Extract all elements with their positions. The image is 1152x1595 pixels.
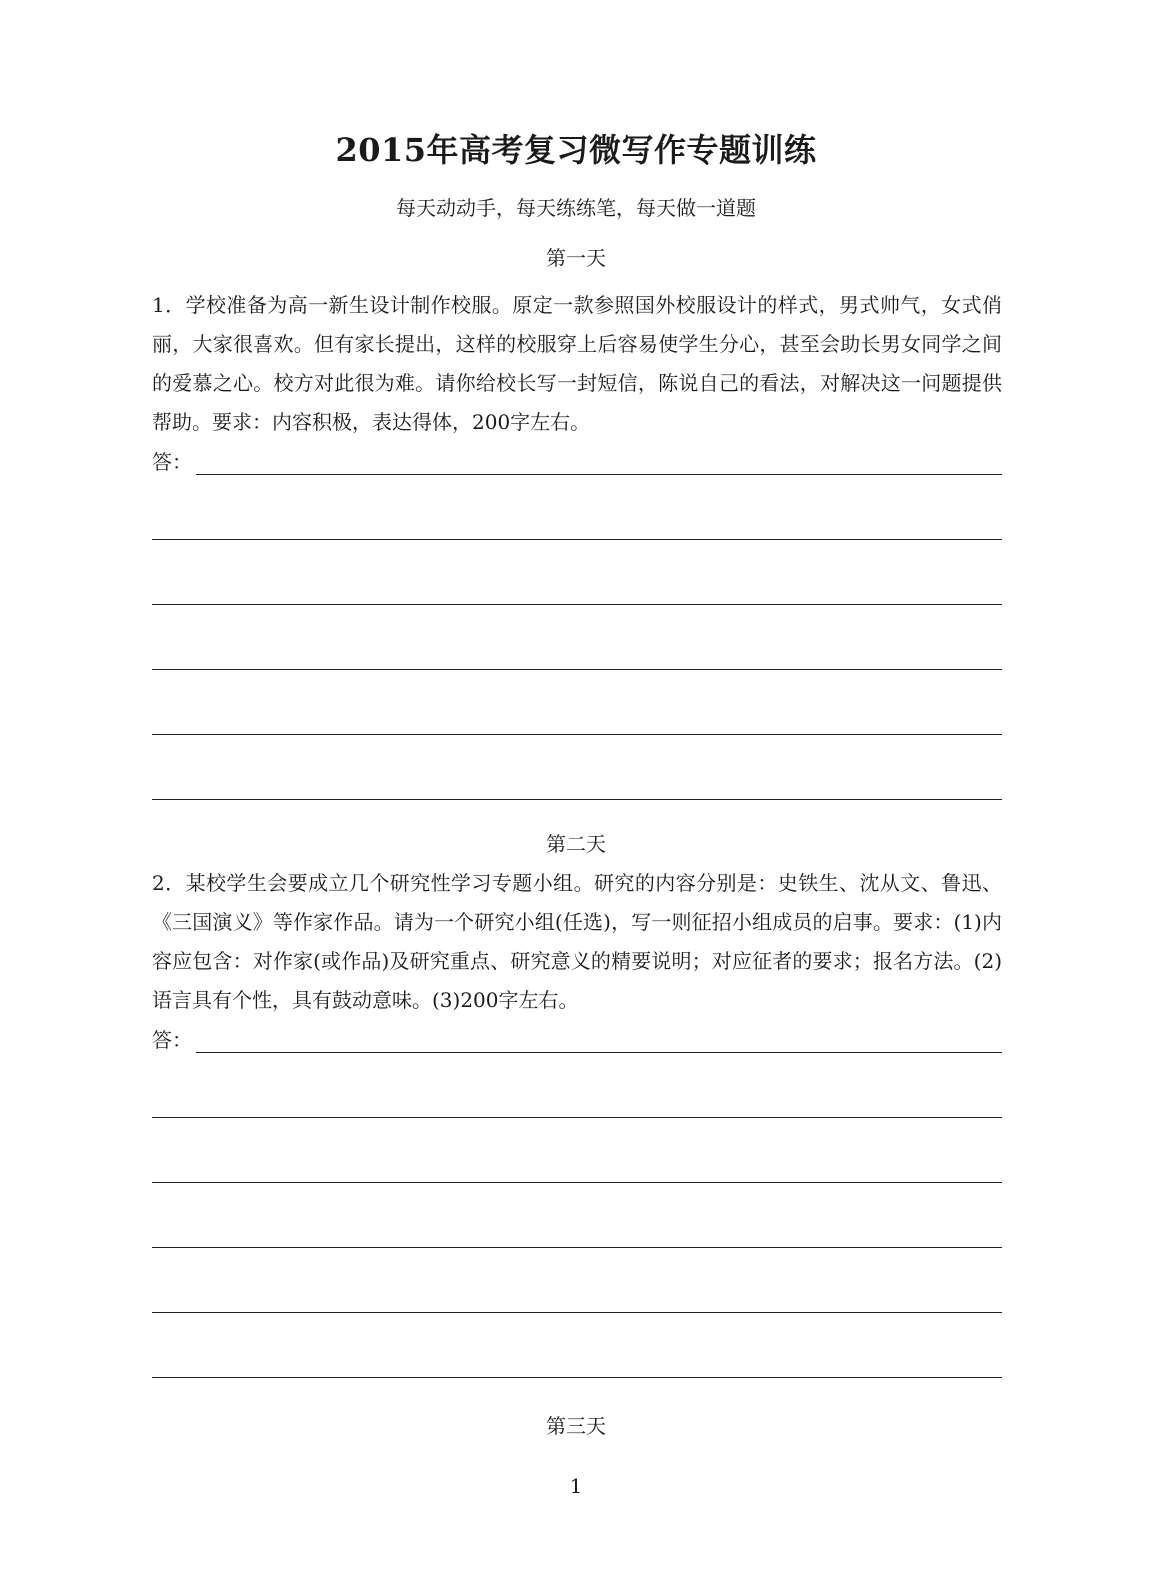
day-1-heading: 第一天 (546, 246, 606, 270)
question-1-text: 1．学校准备为高一新生设计制作校服。原定一款参照国外校服设计的样式，男式帅气，女式俏丽，大家很喜欢。但有家长提出，这样的校服穿上后容易使学生分心，甚至会助长男女同学之间的爱慕之心。校方对此很为难。请你给校长写一封短信，陈说自己的看法，对解决这一问题提供帮助。要求：内容积极，表达得体，200字左右。 (152, 293, 1002, 434)
answer-2-line-2[interactable] (152, 1117, 1002, 1118)
answer-2-line-1[interactable] (196, 1052, 1002, 1053)
answer-1-line-6[interactable] (152, 799, 1002, 800)
answer-1-line-1[interactable] (196, 474, 1002, 475)
answer-1-line-3[interactable] (152, 604, 1002, 605)
document-title: 2015年高考复习微写作专题训练 (335, 131, 817, 169)
answer-2-line-4[interactable] (152, 1247, 1002, 1248)
document-subtitle: 每天动动手，每天练练笔，每天做一道题 (396, 196, 756, 220)
answer-1-line-2[interactable] (152, 539, 1002, 540)
answer-2-line-3[interactable] (152, 1182, 1002, 1183)
answer-1-line-5[interactable] (152, 734, 1002, 735)
day-3-heading: 第三天 (546, 1414, 606, 1438)
page-number: 1 (569, 1474, 583, 1498)
answer-1-line-4[interactable] (152, 669, 1002, 670)
question-2-text: 2．某校学生会要成立几个研究性学习专题小组。研究的内容分别是：史铁生、沈从文、鲁迅、《三国演义》等作家作品。请为一个研究小组(任选)，写一则征招小组成员的启事。要求：(1)内容应包含：对作家(或作品)及研究重点、研究意义的精要说明；对应征者的要求；报名方法。(2)语言具有个性，具有鼓动意味。(3)200字左右。 (152, 871, 1002, 1012)
day-2-heading: 第二天 (546, 832, 606, 856)
answer-2-label: 答： (152, 1028, 192, 1052)
answer-1-label: 答： (152, 450, 192, 474)
answer-2-line-5[interactable] (152, 1312, 1002, 1313)
answer-2-line-6[interactable] (152, 1377, 1002, 1378)
